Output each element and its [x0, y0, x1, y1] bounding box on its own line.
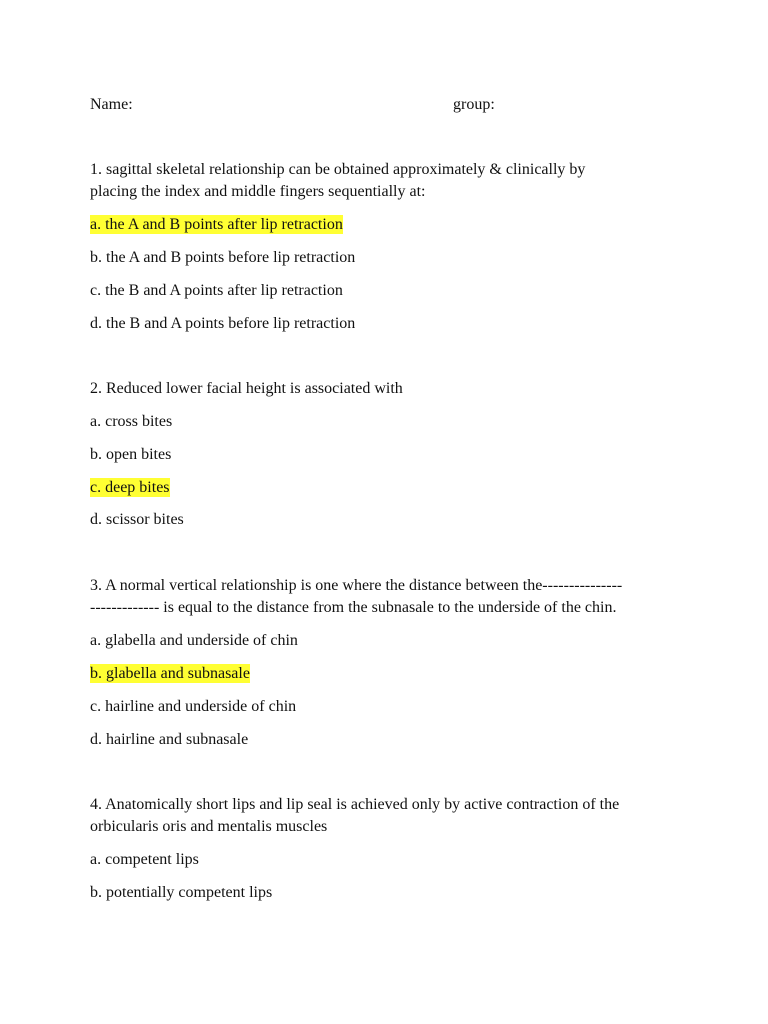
question-1-stem-line-2: placing the index and middle fingers sequentially at:: [90, 183, 426, 200]
name-label: Name:: [90, 96, 133, 113]
question-3-option-d: d. hairline and subnasale: [90, 731, 249, 748]
question-2-option-a: a. cross bites: [90, 413, 173, 430]
highlighted-answer: a. the A and B points after lip retraction: [90, 216, 343, 233]
question-3-stem-line-2: ------------- is equal to the distance from the subnasale to the underside of the chin.: [90, 599, 617, 616]
group-label: group:: [453, 96, 495, 113]
question-1-option-b: b. the A and B points before lip retraction: [90, 249, 356, 266]
question-4-stem-line-2: orbicularis oris and mentalis muscles: [90, 818, 328, 835]
question-2-stem-line-1: 2. Reduced lower facial height is associated with: [90, 380, 403, 397]
highlighted-answer: c. deep bites: [90, 479, 170, 496]
question-2-option-c: [90, 477, 170, 499]
question-3-option-c: c. hairline and underside of chin: [90, 698, 297, 715]
question-4-stem-line-1: 4. Anatomically short lips and lip seal is achieved only by active contraction of the: [90, 796, 620, 813]
question-3-option-b: [90, 663, 250, 685]
question-2-option-b: b. open bites: [90, 446, 172, 463]
question-1-option-c: c. the B and A points after lip retraction: [90, 282, 343, 299]
question-2-option-d: d. scissor bites: [90, 511, 184, 528]
question-4-option-a: a. competent lips: [90, 851, 199, 868]
question-1-option-a: [90, 214, 343, 236]
question-1-option-d: d. the B and A points before lip retraction: [90, 315, 356, 332]
question-4-option-b: b. potentially competent lips: [90, 884, 273, 901]
question-3-option-a: a. glabella and underside of chin: [90, 632, 298, 649]
question-3-stem-line-1: 3. A normal vertical relationship is one where the distance between the---------------: [90, 577, 623, 594]
question-1-stem-line-1: 1. sagittal skeletal relationship can be obtained approximately & clinically by: [90, 161, 586, 178]
highlighted-answer: b. glabella and subnasale: [90, 665, 250, 682]
